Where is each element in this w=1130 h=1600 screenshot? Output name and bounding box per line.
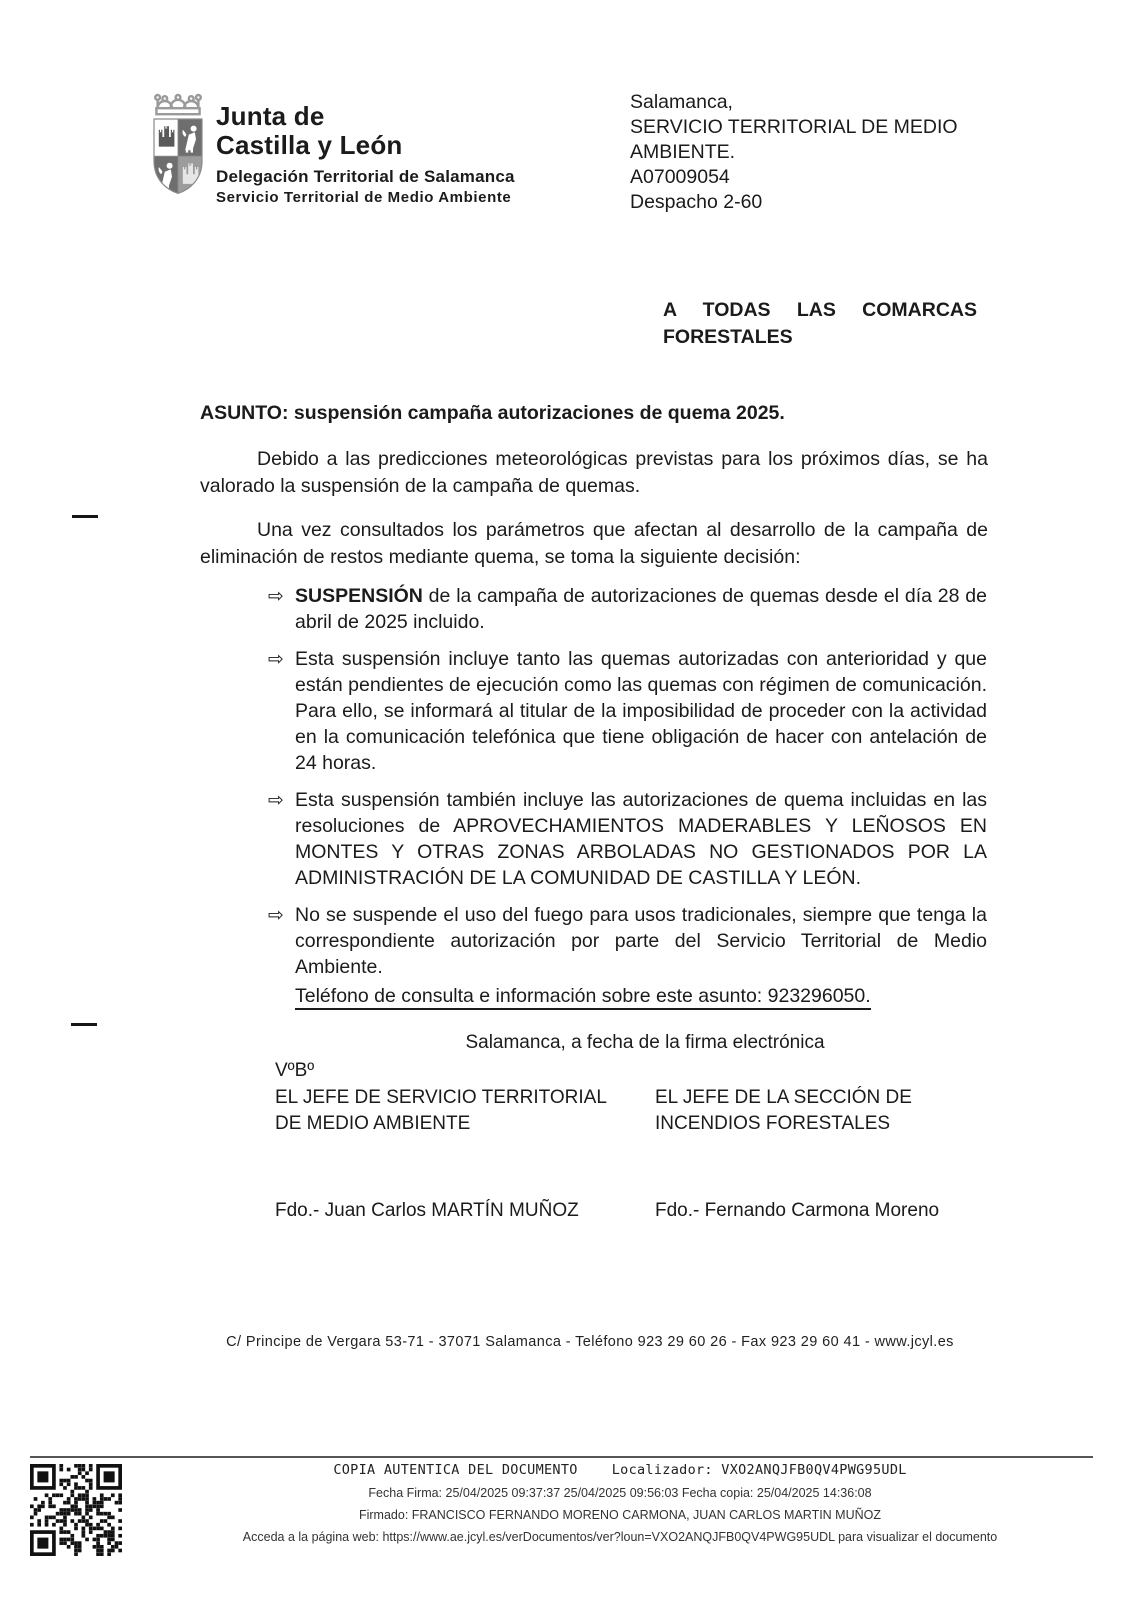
vobo-label: VºBº bbox=[275, 1060, 315, 1081]
list-item-text: Esta suspensión también incluye las autorizaciones de quema incluidas en las resoluciones de APROVECHAMIENTOS MADERABLES Y LEÑOSOS EN MONTES Y OTRAS ZONAS ARBOLADAS NO GESTIONADOS POR LA ADMINISTRACIÓN DE LA COMUNIDAD DE CASTILLA Y LEÓN. bbox=[295, 789, 987, 889]
paragraph-1: Debido a las predicciones meteorológicas previstas para los próximos días, se ha valorado la suspensión de la campaña de quemas. bbox=[200, 448, 988, 497]
signature-names bbox=[275, 1198, 987, 1224]
paragraph-2: Una vez consultados los parámetros que afectan al desarrollo de la campaña de eliminación de restos mediante quema, se toma la siguiente decisión: bbox=[200, 519, 988, 568]
sender-code: A07009054 bbox=[630, 166, 730, 188]
sender-service: SERVICIO TERRITORIAL DE MEDIO AMBIENTE. bbox=[630, 116, 958, 163]
org-delegation: Delegación Territorial de Salamanca bbox=[216, 167, 515, 186]
list-item bbox=[268, 902, 987, 980]
list-item-text: No se suspende el uso del fuego para usos tradicionales, siempre que tenga la correspondiente autorización por parte del Servicio Territorial de Medio Ambiente. bbox=[295, 904, 987, 978]
divider bbox=[30, 1456, 1093, 1458]
signature-name-left: Fdo.- Juan Carlos MARTÍN MUÑOZ bbox=[275, 1200, 579, 1221]
place-date-line: Salamanca, a fecha de la firma electrónica bbox=[465, 1032, 825, 1053]
signature-name-right: Fdo.- Fernando Carmona Moreno bbox=[655, 1200, 940, 1221]
sender-city: Salamanca, bbox=[630, 91, 733, 113]
signature-titles bbox=[275, 1085, 987, 1137]
arrow-bullet-icon: ⇨ bbox=[268, 585, 284, 607]
list-item-text: SUSPENSIÓN de la campaña de autorizaciones de quemas desde el día 28 de abril de 2025 incluido. bbox=[295, 585, 987, 633]
junta-castilla-leon-coat-of-arms-icon bbox=[148, 76, 208, 198]
list-item bbox=[268, 646, 987, 776]
footer-address: C/ Principe de Vergara 53-71 - 37071 Salamanca - Teléfono 923 29 60 26 - Fax 923 29 60 41 - www.jcyl.es bbox=[226, 1334, 954, 1350]
list-item-text: Esta suspensión incluye tanto las quemas autorizadas con anterioridad y que están pendientes de ejecución como las quemas con régimen de comunicación. Para ello, se informará al titular de la imposibilidad de proceder con la actividad en la comunicación telefónica que tiene obligación de hacer con antelación de 24 horas. bbox=[295, 648, 987, 774]
org-name-line2: Castilla y León bbox=[216, 130, 403, 160]
phone-info-line bbox=[295, 985, 871, 1008]
sender-office: Despacho 2-60 bbox=[630, 191, 763, 213]
signature-title-left: EL JEFE DE SERVICIO TERRITORIAL DE MEDIO AMBIENTE bbox=[275, 1087, 607, 1134]
auth-verification-url: Acceda a la página web: https://www.ae.jcyl.es/verDocumentos/ver?loun=VXO2ANQJFB0QV4PWG95UDL para visualizar el documento bbox=[242, 1530, 998, 1544]
decision-list bbox=[268, 583, 987, 991]
fold-mark bbox=[71, 1023, 97, 1026]
arrow-bullet-icon: ⇨ bbox=[268, 904, 284, 926]
org-name-line1: Junta de bbox=[216, 101, 325, 131]
org-service: Servicio Territorial de Medio Ambiente bbox=[216, 189, 512, 206]
auth-copy-label: COPIA AUTENTICA DEL DOCUMENTO bbox=[333, 1462, 578, 1478]
phone-info-text: Teléfono de consulta e información sobre este asunto: 923296050. bbox=[295, 985, 871, 1010]
arrow-bullet-icon: ⇨ bbox=[268, 789, 284, 811]
list-item bbox=[268, 583, 987, 635]
fold-mark bbox=[72, 515, 98, 518]
auth-signers: Firmado: FRANCISCO FERNANDO MORENO CARMONA, JUAN CARLOS MARTIN MUÑOZ bbox=[358, 1508, 882, 1522]
qr-code bbox=[30, 1464, 122, 1556]
sender-block bbox=[630, 90, 1030, 215]
recipient-heading: A TODAS LAS COMARCAS FORESTALES bbox=[663, 299, 977, 348]
authentication-strip bbox=[130, 1462, 1110, 1551]
list-item bbox=[268, 787, 987, 891]
signature-title-right: EL JEFE DE LA SECCIÓN DE INCENDIOS FORESTALES bbox=[655, 1087, 912, 1134]
auth-locator: Localizador: VXO2ANQJFB0QV4PWG95UDL bbox=[611, 1462, 907, 1478]
arrow-bullet-icon: ⇨ bbox=[268, 648, 284, 670]
auth-dates: Fecha Firma: 25/04/2025 09:37:37 25/04/2025 09:56:03 Fecha copia: 25/04/2025 14:36:08 bbox=[368, 1486, 872, 1500]
org-logo-block bbox=[148, 76, 515, 206]
subject-line: ASUNTO: suspensión campaña autorizaciones de quema 2025. bbox=[200, 402, 785, 424]
